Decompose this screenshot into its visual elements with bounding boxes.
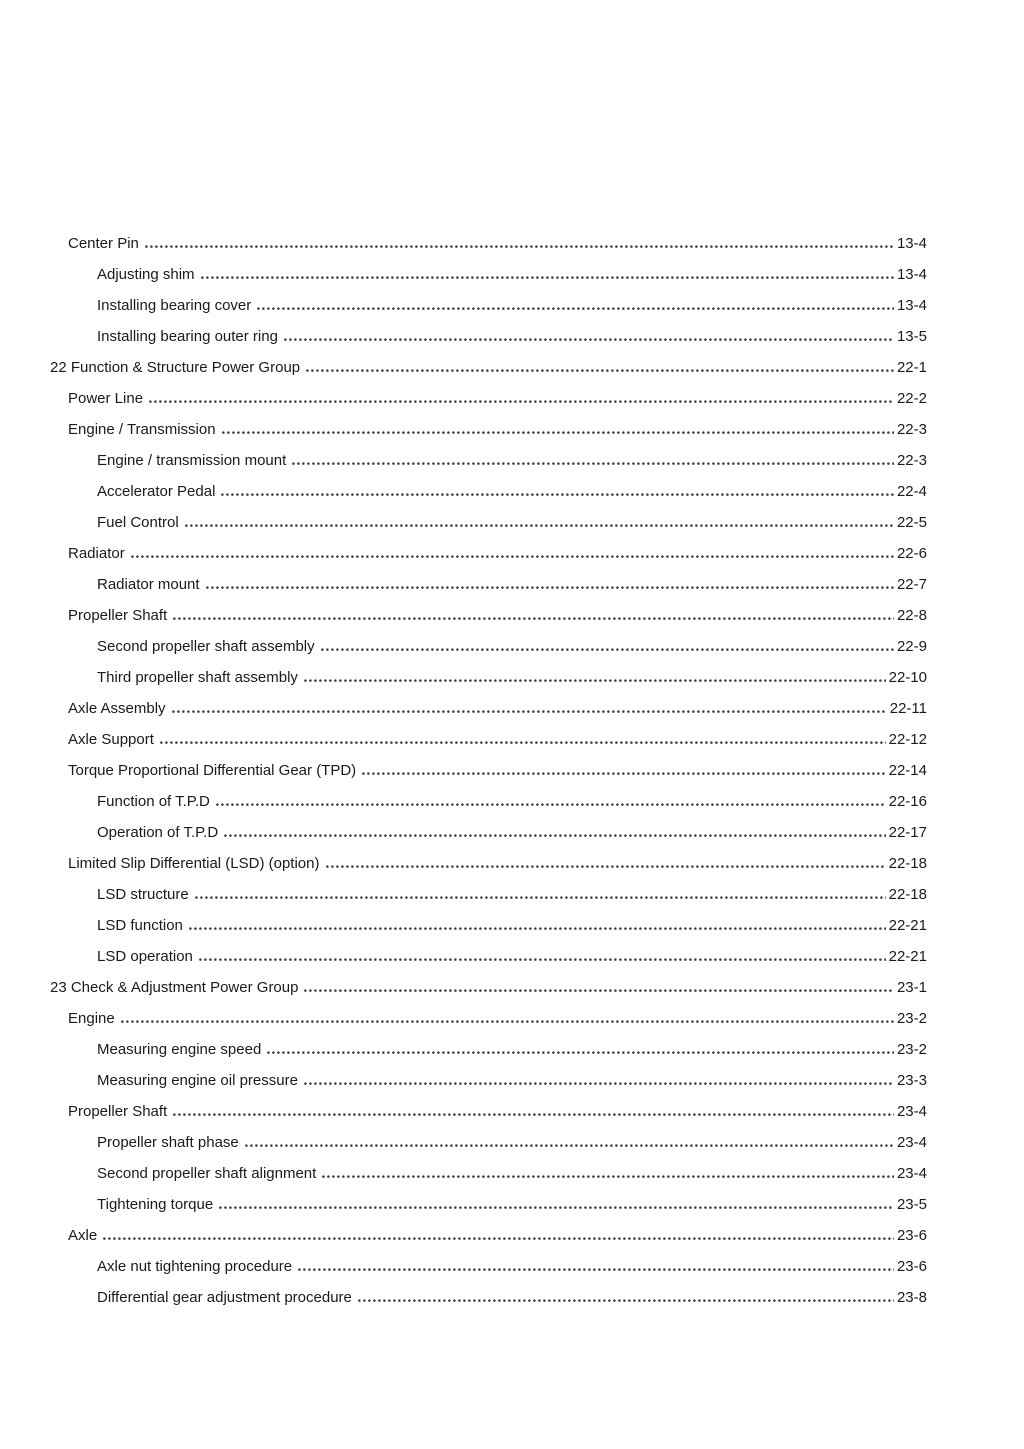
toc-leader-dots (292, 462, 894, 465)
toc-entry-label: Engine / transmission mount (97, 452, 287, 469)
toc-page-number: 22-18 (888, 855, 927, 872)
toc-page-number: 23-6 (896, 1258, 927, 1275)
toc-page-number: 22-7 (896, 576, 927, 593)
toc-page-number: 22-4 (896, 483, 927, 500)
toc-entry-label: Tightening torque (97, 1196, 214, 1213)
toc-page-number: 22-14 (888, 762, 927, 779)
toc-row (50, 910, 927, 941)
toc-leader-dots (219, 1206, 894, 1209)
toc-entry-label: Measuring engine speed (97, 1041, 262, 1058)
toc-leader-dots (189, 927, 886, 930)
toc-entry-label: LSD function (97, 917, 183, 934)
toc-row (50, 1065, 927, 1096)
toc-leader-dots (201, 276, 894, 279)
toc-row (50, 1282, 927, 1313)
toc-entry-label: Accelerator Pedal (97, 483, 216, 500)
toc-row (50, 1096, 927, 1127)
toc-page-number: 23-8 (896, 1289, 927, 1306)
toc-leader-dots (131, 555, 894, 558)
toc-leader-dots (145, 245, 894, 248)
toc-row (50, 1189, 927, 1220)
toc-entry-label: Propeller Shaft (68, 607, 168, 624)
toc-row (50, 538, 927, 569)
toc-page-number: 22-16 (888, 793, 927, 810)
toc-entry-label: Limited Slip Differential (LSD) (option) (68, 855, 320, 872)
toc-leader-dots (322, 1175, 894, 1178)
toc-leader-dots (199, 958, 886, 961)
toc-entry-label: Installing bearing cover (97, 297, 252, 314)
toc-row (50, 972, 927, 1003)
toc-leader-dots (195, 896, 886, 899)
toc-leader-dots (216, 803, 886, 806)
toc-row (50, 786, 927, 817)
toc-page-number: 22-3 (896, 421, 927, 438)
toc-entry-label: Power Line (68, 390, 144, 407)
toc-leader-dots (304, 989, 894, 992)
toc-entry-label: Engine (68, 1010, 115, 1027)
toc-leader-dots (326, 865, 886, 868)
toc-entry-label: Third propeller shaft assembly (97, 669, 298, 686)
toc-page-number: 13-4 (896, 235, 927, 252)
toc-page-number: 13-4 (896, 297, 927, 314)
toc-row (50, 383, 927, 414)
toc-entry-label: Measuring engine oil pressure (97, 1072, 298, 1089)
toc-row (50, 1251, 927, 1282)
toc-page-number: 23-4 (896, 1134, 927, 1151)
toc-page-number: 22-1 (896, 359, 927, 376)
toc-page-number: 23-4 (896, 1165, 927, 1182)
toc-entry-label: 22 Function & Structure Power Group (50, 359, 301, 376)
toc-entry-label: Second propeller shaft alignment (97, 1165, 317, 1182)
toc-row (50, 569, 927, 600)
toc-row (50, 352, 927, 383)
toc-leader-dots (267, 1051, 894, 1054)
toc-entry-label: Propeller shaft phase (97, 1134, 239, 1151)
toc-page-number: 22-2 (896, 390, 927, 407)
toc-leader-dots (224, 834, 885, 837)
toc-row (50, 507, 927, 538)
toc-page-number: 23-2 (896, 1010, 927, 1027)
toc-row (50, 662, 927, 693)
toc-leader-dots (103, 1237, 894, 1240)
toc-page-number: 23-1 (896, 979, 927, 996)
toc-entry-label: Propeller Shaft (68, 1103, 168, 1120)
toc-leader-dots (257, 307, 894, 310)
toc-row (50, 445, 927, 476)
toc-entry-label: Second propeller shaft assembly (97, 638, 315, 655)
toc-row (50, 600, 927, 631)
toc-entry-label: Axle Assembly (68, 700, 166, 717)
toc-leader-dots (284, 338, 894, 341)
toc-leader-dots (221, 493, 894, 496)
toc-page-number: 22-9 (896, 638, 927, 655)
toc-row (50, 1034, 927, 1065)
toc-page-number: 23-3 (896, 1072, 927, 1089)
toc-entry-label: Radiator mount (97, 576, 200, 593)
toc-row (50, 693, 927, 724)
toc-page-number: 22-5 (896, 514, 927, 531)
toc-row (50, 1127, 927, 1158)
toc-leader-dots (173, 617, 894, 620)
toc-row (50, 259, 927, 290)
toc-entry-label: Axle nut tightening procedure (97, 1258, 293, 1275)
toc-entry-label: Engine / Transmission (68, 421, 216, 438)
toc-leader-dots (173, 1113, 894, 1116)
toc-page-number: 22-11 (889, 700, 927, 717)
toc-page-number: 23-6 (896, 1227, 927, 1244)
toc-leader-dots (222, 431, 894, 434)
toc-row (50, 1220, 927, 1251)
toc-row (50, 724, 927, 755)
toc-page-number: 13-4 (896, 266, 927, 283)
toc-entry-label: 23 Check & Adjustment Power Group (50, 979, 299, 996)
toc-page-number: 22-18 (888, 886, 927, 903)
toc-row (50, 1158, 927, 1189)
toc-entry-label: Radiator (68, 545, 125, 562)
toc-page-number: 23-4 (896, 1103, 927, 1120)
toc-row (50, 848, 927, 879)
toc-row (50, 1003, 927, 1034)
toc-leader-dots (160, 741, 886, 744)
toc-row (50, 817, 927, 848)
toc-page-number: 22-8 (896, 607, 927, 624)
toc-entry-label: Center Pin (68, 235, 139, 252)
toc-entry-label: Torque Proportional Differential Gear (TPD) (68, 762, 357, 779)
toc-leader-dots (172, 710, 887, 713)
toc-leader-dots (185, 524, 894, 527)
toc-row (50, 321, 927, 352)
toc-entry-label: Adjusting shim (97, 266, 195, 283)
toc-page-number: 23-2 (896, 1041, 927, 1058)
toc-row (50, 631, 927, 662)
toc-row (50, 476, 927, 507)
toc-row (50, 879, 927, 910)
toc-leader-dots (358, 1299, 894, 1302)
toc-page-number: 22-12 (888, 731, 927, 748)
toc-entry-label: LSD operation (97, 948, 193, 965)
toc-page-number: 13-5 (896, 328, 927, 345)
toc-page-number: 22-3 (896, 452, 927, 469)
toc-page-number: 23-5 (896, 1196, 927, 1213)
toc-leader-dots (206, 586, 894, 589)
toc-entry-label: Operation of T.P.D (97, 824, 219, 841)
toc-leader-dots (321, 648, 894, 651)
toc-page-number: 22-17 (888, 824, 927, 841)
toc-leader-dots (304, 1082, 894, 1085)
toc-leader-dots (245, 1144, 894, 1147)
toc-entry-label: LSD structure (97, 886, 189, 903)
toc-entry-label: Function of T.P.D (97, 793, 210, 810)
toc-leader-dots (298, 1268, 894, 1271)
toc-entry-label: Axle Support (68, 731, 154, 748)
toc-leader-dots (149, 400, 894, 403)
toc-page-number: 22-21 (888, 917, 927, 934)
toc-entry-label: Axle (68, 1227, 98, 1244)
toc-leader-dots (304, 679, 886, 682)
toc-row (50, 941, 927, 972)
toc-row (50, 228, 927, 259)
toc-page-number: 22-21 (888, 948, 927, 965)
toc-row (50, 414, 927, 445)
toc-page-number: 22-10 (888, 669, 927, 686)
toc-leader-dots (306, 369, 894, 372)
toc-entry-label: Installing bearing outer ring (97, 328, 278, 345)
toc-entry-label: Differential gear adjustment procedure (97, 1289, 352, 1306)
toc-leader-dots (121, 1020, 894, 1023)
toc-leader-dots (362, 772, 885, 775)
toc-entry-label: Fuel Control (97, 514, 179, 531)
toc-page-number: 22-6 (896, 545, 927, 562)
toc-row (50, 290, 927, 321)
toc-row (50, 755, 927, 786)
